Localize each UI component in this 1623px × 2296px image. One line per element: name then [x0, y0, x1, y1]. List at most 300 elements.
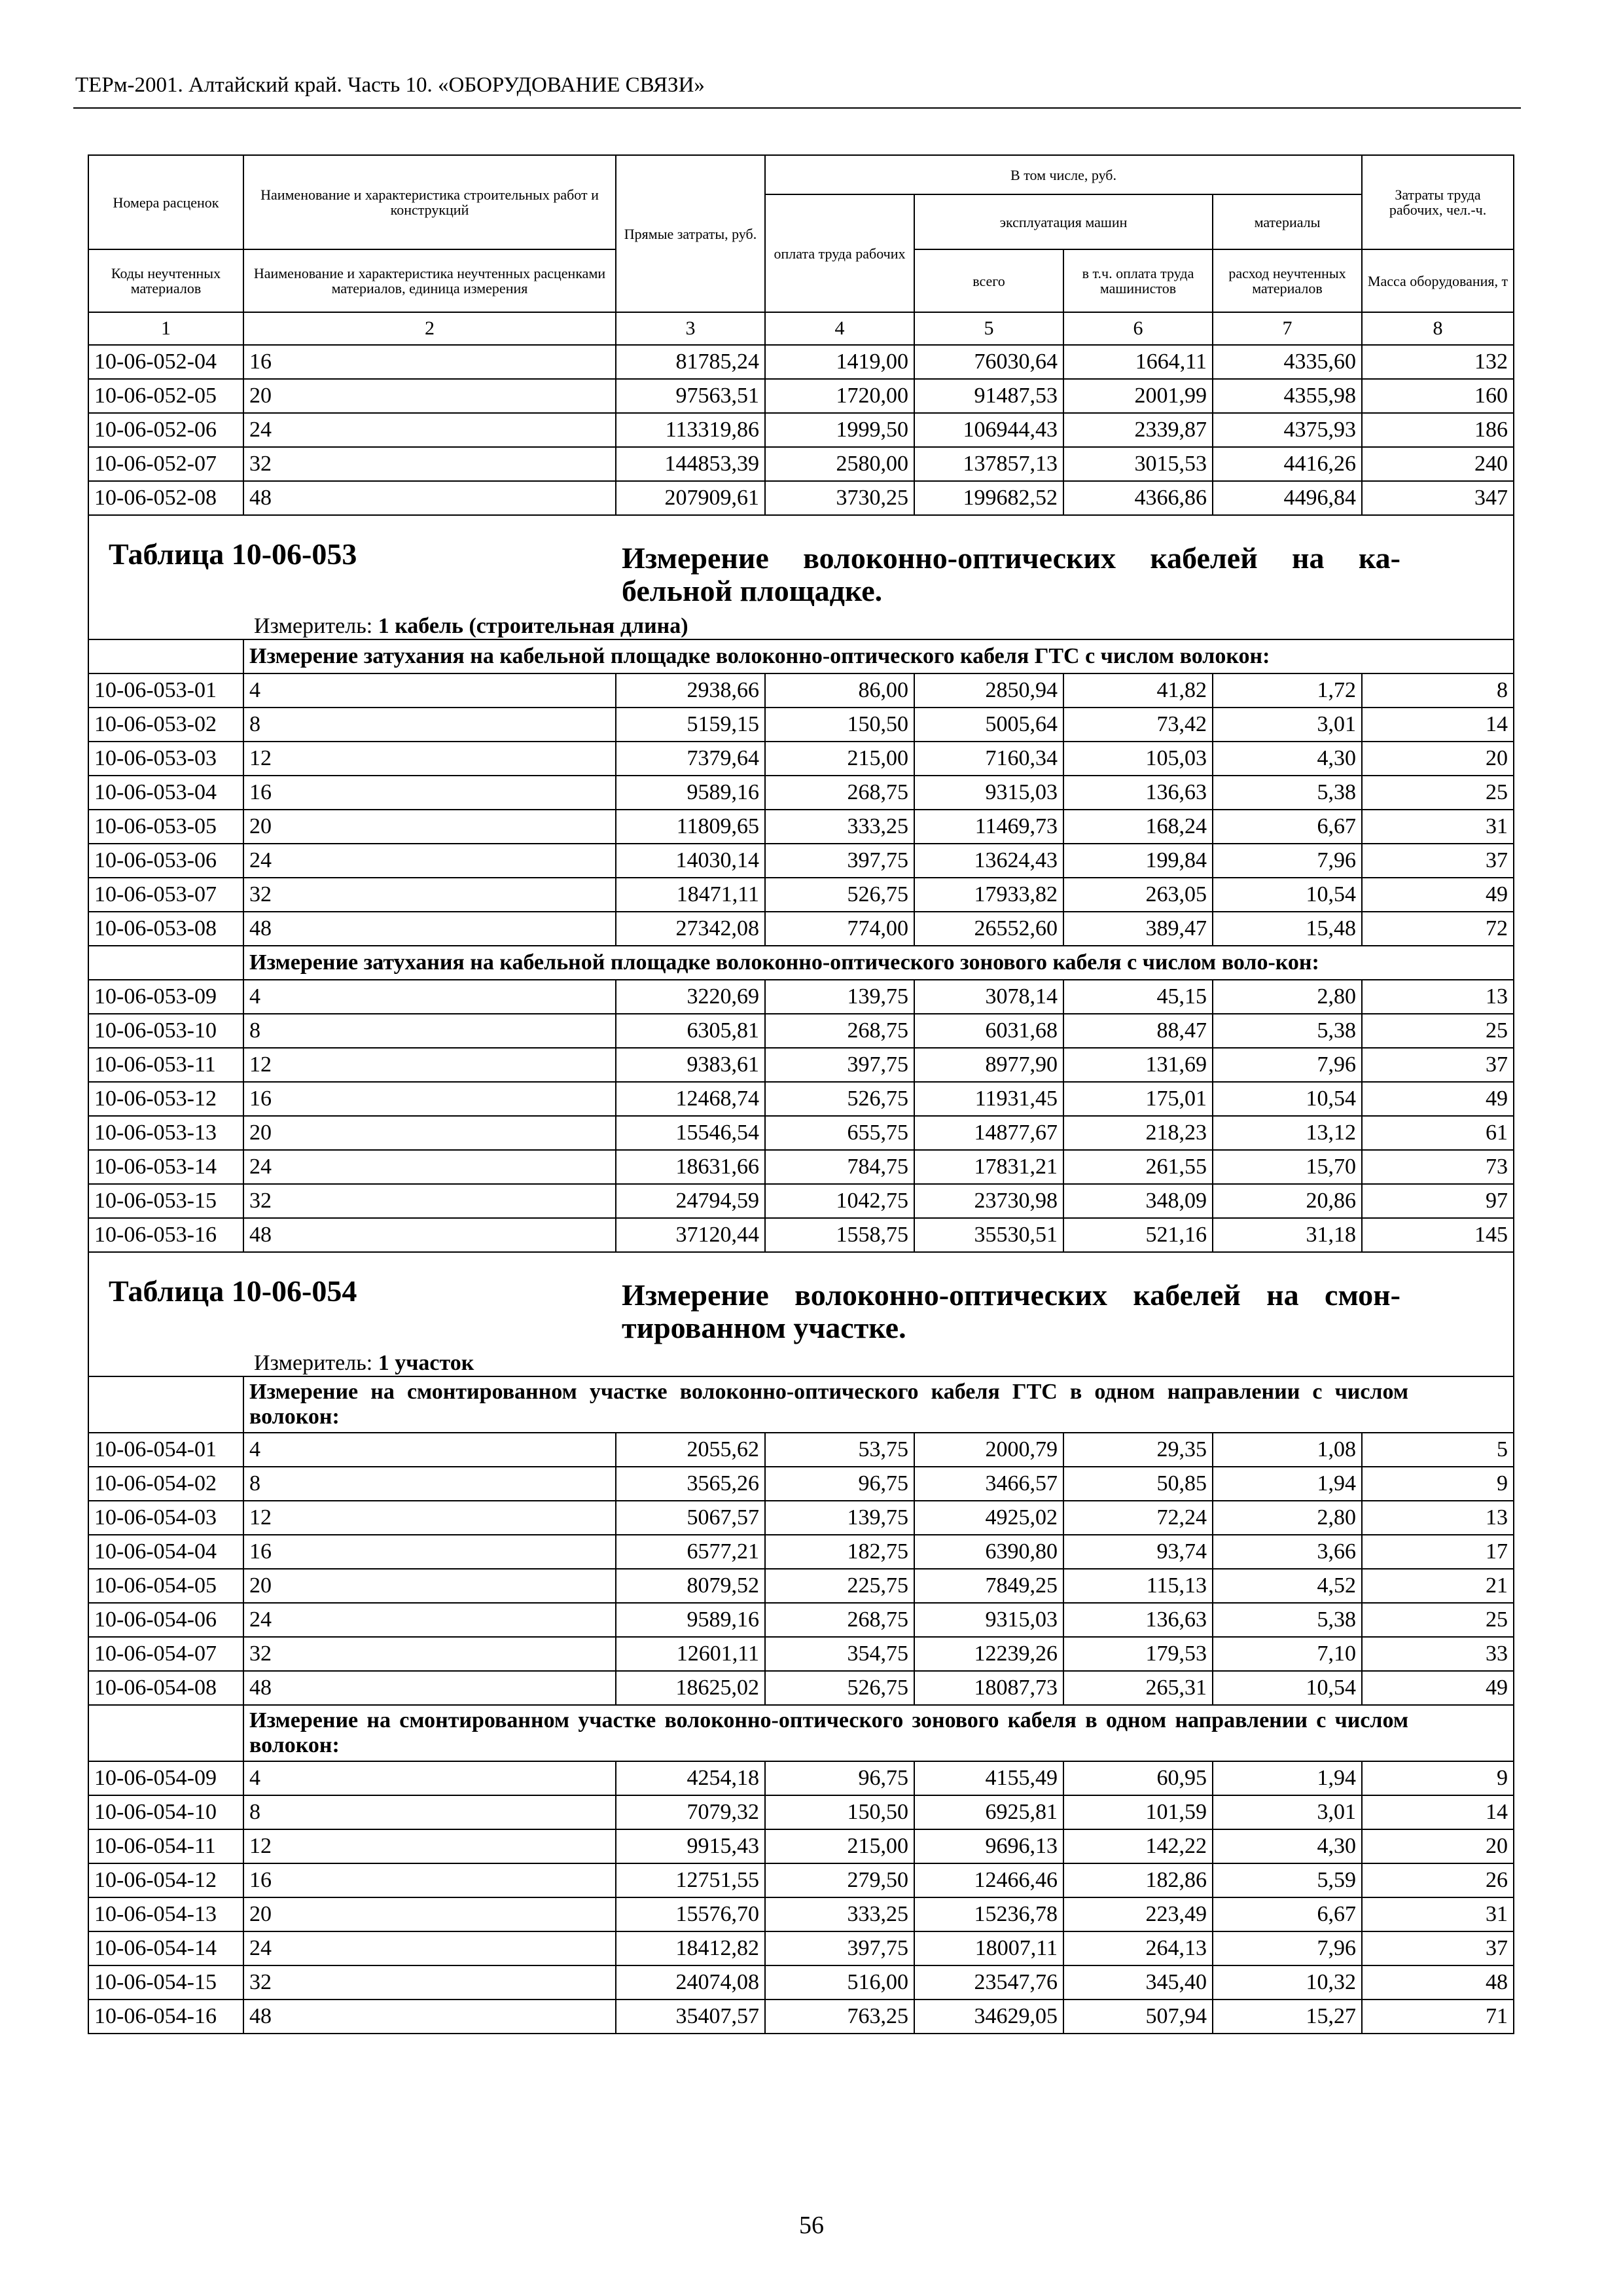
labor-pay-cell: 86,00 [765, 673, 914, 708]
labor-hours-cell: 160 [1362, 379, 1514, 413]
table-054-section-cell [88, 1252, 1514, 1376]
column-number: 2 [243, 312, 616, 345]
direct-cost-cell: 15546,54 [616, 1116, 765, 1150]
subheader-blank [88, 946, 243, 980]
machines-total-cell: 6031,68 [914, 1014, 1063, 1048]
machinist-pay-cell: 179,53 [1063, 1637, 1213, 1671]
direct-cost-cell: 5067,57 [616, 1501, 765, 1535]
direct-cost-cell: 18625,02 [616, 1671, 765, 1705]
materials-cell: 2,80 [1213, 980, 1362, 1014]
subheader-blank [88, 639, 243, 673]
labor-hours-cell: 347 [1362, 481, 1514, 515]
machines-total-cell: 26552,60 [914, 912, 1063, 946]
labor-pay-cell: 333,25 [765, 810, 914, 844]
labor-hours-cell: 37 [1362, 844, 1514, 878]
machinist-pay-cell: 265,31 [1063, 1671, 1213, 1705]
machinist-pay-cell: 2001,99 [1063, 379, 1213, 413]
materials-cell: 13,12 [1213, 1116, 1362, 1150]
header-col2-bottom: Наименование и характеристика неучтенных расценками материалов, единица измерения [243, 249, 616, 312]
labor-hours-cell: 17 [1362, 1535, 1514, 1569]
rate-code-cell: 10-06-054-16 [88, 2000, 243, 2034]
machines-total-cell: 23730,98 [914, 1184, 1063, 1218]
table-row [88, 844, 1514, 878]
machinist-pay-cell: 218,23 [1063, 1116, 1213, 1150]
labor-hours-cell: 31 [1362, 1897, 1514, 1931]
header-labor-bottom: Масса оборудования, т [1362, 249, 1514, 312]
machines-total-cell: 9696,13 [914, 1829, 1063, 1863]
labor-hours-cell: 186 [1362, 413, 1514, 447]
table-054-subheader-2 [88, 1705, 1514, 1761]
table-row [88, 447, 1514, 481]
labor-pay-cell: 53,75 [765, 1433, 914, 1467]
work-description-cell: 20 [243, 810, 616, 844]
table-row [88, 1829, 1514, 1863]
machines-total-cell: 3466,57 [914, 1467, 1063, 1501]
materials-cell: 5,38 [1213, 1014, 1362, 1048]
machinist-pay-cell: 168,24 [1063, 810, 1213, 844]
labor-pay-cell: 784,75 [765, 1150, 914, 1184]
labor-hours-cell: 5 [1362, 1433, 1514, 1467]
labor-hours-cell: 73 [1362, 1150, 1514, 1184]
table-054-section [88, 1252, 1514, 1376]
labor-pay-cell: 526,75 [765, 1082, 914, 1116]
direct-cost-cell: 15576,70 [616, 1897, 765, 1931]
labor-pay-cell: 215,00 [765, 742, 914, 776]
machines-total-cell: 17831,21 [914, 1150, 1063, 1184]
machinist-pay-cell: 115,13 [1063, 1569, 1213, 1603]
direct-cost-cell: 14030,14 [616, 844, 765, 878]
direct-cost-cell: 8079,52 [616, 1569, 765, 1603]
table-row [88, 1467, 1514, 1501]
rate-code-cell: 10-06-053-04 [88, 776, 243, 810]
work-description-cell: 24 [243, 844, 616, 878]
work-description-cell: 48 [243, 1218, 616, 1252]
labor-pay-cell: 354,75 [765, 1637, 914, 1671]
machinist-pay-cell: 101,59 [1063, 1795, 1213, 1829]
machines-total-cell: 11469,73 [914, 810, 1063, 844]
materials-cell: 6,67 [1213, 810, 1362, 844]
work-description-cell: 20 [243, 1569, 616, 1603]
page-header: ТЕРм-2001. Алтайский край. Часть 10. «ОБОРУДОВАНИЕ СВЯЗИ» [75, 73, 705, 97]
materials-cell: 10,54 [1213, 1671, 1362, 1705]
machinist-pay-cell: 45,15 [1063, 980, 1213, 1014]
materials-cell: 4416,26 [1213, 447, 1362, 481]
work-description-cell: 16 [243, 1082, 616, 1116]
rate-code-cell: 10-06-053-11 [88, 1048, 243, 1082]
rate-code-cell: 10-06-054-05 [88, 1569, 243, 1603]
machines-total-cell: 76030,64 [914, 345, 1063, 379]
machinist-pay-cell: 72,24 [1063, 1501, 1213, 1535]
rate-code-cell: 10-06-053-02 [88, 708, 243, 742]
machines-total-cell: 11931,45 [914, 1082, 1063, 1116]
rate-code-cell: 10-06-054-10 [88, 1795, 243, 1829]
table-row [88, 708, 1514, 742]
materials-cell: 15,70 [1213, 1150, 1362, 1184]
subheader-text: Измерение затухания на кабельной площадке волоконно-оптического кабеля ГТС с числом волокон: [243, 639, 1514, 673]
machines-total-cell: 7160,34 [914, 742, 1063, 776]
labor-hours-cell: 26 [1362, 1863, 1514, 1897]
rate-code-cell: 10-06-053-03 [88, 742, 243, 776]
rate-code-cell: 10-06-052-08 [88, 481, 243, 515]
labor-hours-cell: 49 [1362, 1082, 1514, 1116]
machines-total-cell: 35530,51 [914, 1218, 1063, 1252]
table-row [88, 1931, 1514, 1965]
table-row [88, 1150, 1514, 1184]
direct-cost-cell: 3565,26 [616, 1467, 765, 1501]
work-description-cell: 24 [243, 1603, 616, 1637]
table-row [88, 345, 1514, 379]
labor-pay-cell: 225,75 [765, 1569, 914, 1603]
direct-cost-cell: 37120,44 [616, 1218, 765, 1252]
direct-cost-cell: 9589,16 [616, 776, 765, 810]
work-description-cell: 20 [243, 1897, 616, 1931]
direct-cost-cell: 12601,11 [616, 1637, 765, 1671]
materials-cell: 15,27 [1213, 2000, 1362, 2034]
materials-cell: 10,32 [1213, 1965, 1362, 2000]
work-description-cell: 16 [243, 345, 616, 379]
rate-code-cell: 10-06-053-14 [88, 1150, 243, 1184]
materials-cell: 4496,84 [1213, 481, 1362, 515]
table-row [88, 1014, 1514, 1048]
column-number: 8 [1362, 312, 1514, 345]
labor-pay-cell: 655,75 [765, 1116, 914, 1150]
work-description-cell: 8 [243, 1795, 616, 1829]
header-labor-top: Затраты труда рабочих, чел.-ч. [1362, 155, 1514, 249]
labor-pay-cell: 516,00 [765, 1965, 914, 2000]
table-053-section [88, 515, 1514, 639]
direct-cost-cell: 11809,65 [616, 810, 765, 844]
machines-total-cell: 199682,52 [914, 481, 1063, 515]
machines-total-cell: 12466,46 [914, 1863, 1063, 1897]
materials-cell: 4375,93 [1213, 413, 1362, 447]
table-053-subheader-1 [88, 639, 1514, 673]
subheader-text: Измерение затухания на кабельной площадке волоконно-оптического зонового кабеля с числом воло-кон: [243, 946, 1514, 980]
column-number: 3 [616, 312, 765, 345]
materials-cell: 6,67 [1213, 1897, 1362, 1931]
machinist-pay-cell: 389,47 [1063, 912, 1213, 946]
header-materials: материалы [1213, 194, 1362, 249]
direct-cost-cell: 81785,24 [616, 345, 765, 379]
materials-cell: 3,66 [1213, 1535, 1362, 1569]
labor-hours-cell: 8 [1362, 673, 1514, 708]
work-description-cell: 12 [243, 1829, 616, 1863]
work-description-cell: 24 [243, 1150, 616, 1184]
work-description-cell: 16 [243, 1535, 616, 1569]
materials-cell: 1,72 [1213, 673, 1362, 708]
column-numbers-row [88, 312, 1514, 345]
rate-code-cell: 10-06-053-12 [88, 1082, 243, 1116]
machines-total-cell: 13624,43 [914, 844, 1063, 878]
machinist-pay-cell: 199,84 [1063, 844, 1213, 878]
direct-cost-cell: 113319,86 [616, 413, 765, 447]
column-number: 7 [1213, 312, 1362, 345]
machines-total-cell: 3078,14 [914, 980, 1063, 1014]
machines-total-cell: 6925,81 [914, 1795, 1063, 1829]
work-description-cell: 48 [243, 1671, 616, 1705]
rate-code-cell: 10-06-054-15 [88, 1965, 243, 2000]
labor-hours-cell: 31 [1362, 810, 1514, 844]
materials-cell: 3,01 [1213, 1795, 1362, 1829]
materials-cell: 7,10 [1213, 1637, 1362, 1671]
materials-cell: 4,52 [1213, 1569, 1362, 1603]
direct-cost-cell: 97563,51 [616, 379, 765, 413]
header-machines: эксплуатация машин [914, 194, 1213, 249]
labor-pay-cell: 397,75 [765, 1931, 914, 1965]
labor-pay-cell: 2580,00 [765, 447, 914, 481]
labor-hours-cell: 21 [1362, 1569, 1514, 1603]
work-description-cell: 4 [243, 980, 616, 1014]
labor-hours-cell: 132 [1362, 345, 1514, 379]
machines-total-cell: 15236,78 [914, 1897, 1063, 1931]
rate-code-cell: 10-06-053-08 [88, 912, 243, 946]
table-row [88, 413, 1514, 447]
machinist-pay-cell: 105,03 [1063, 742, 1213, 776]
materials-cell: 10,54 [1213, 1082, 1362, 1116]
machines-total-cell: 34629,05 [914, 2000, 1063, 2034]
table-row [88, 1603, 1514, 1637]
rate-code-cell: 10-06-053-09 [88, 980, 243, 1014]
work-description-cell: 12 [243, 1048, 616, 1082]
header-col1-bottom: Коды неучтенных материалов [88, 249, 243, 312]
machines-total-cell: 4155,49 [914, 1761, 1063, 1795]
materials-cell: 1,08 [1213, 1433, 1362, 1467]
table-054-measure [254, 1351, 474, 1376]
labor-hours-cell: 25 [1362, 776, 1514, 810]
materials-cell: 4,30 [1213, 1829, 1362, 1863]
labor-hours-cell: 14 [1362, 1795, 1514, 1829]
header-machines-incl: в т.ч. оплата труда машинистов [1063, 249, 1213, 312]
measure-prefix: Измеритель: [254, 614, 378, 638]
header-labor-pay: оплата труда рабочих [765, 194, 914, 312]
table-row [88, 1569, 1514, 1603]
machines-total-cell: 23547,76 [914, 1965, 1063, 2000]
table-row [88, 1637, 1514, 1671]
subheader-blank [88, 1376, 243, 1433]
work-description-cell: 16 [243, 776, 616, 810]
labor-pay-cell: 279,50 [765, 1863, 914, 1897]
machinist-pay-cell: 29,35 [1063, 1433, 1213, 1467]
rate-code-cell: 10-06-054-11 [88, 1829, 243, 1863]
machinist-pay-cell: 2339,87 [1063, 413, 1213, 447]
table-053-measure [254, 614, 688, 639]
labor-hours-cell: 240 [1362, 447, 1514, 481]
materials-cell: 1,94 [1213, 1467, 1362, 1501]
direct-cost-cell: 4254,18 [616, 1761, 765, 1795]
table-row [88, 379, 1514, 413]
work-description-cell: 8 [243, 1467, 616, 1501]
table-row [88, 1535, 1514, 1569]
table-row [88, 776, 1514, 810]
table-054-title: Измерение волоконно-оптических кабелей на смон-тированном участке. [622, 1278, 1400, 1344]
work-description-cell: 8 [243, 708, 616, 742]
subheader-blank [88, 1705, 243, 1761]
machinist-pay-cell: 1664,11 [1063, 345, 1213, 379]
direct-cost-cell: 9915,43 [616, 1829, 765, 1863]
rate-code-cell: 10-06-053-01 [88, 673, 243, 708]
machines-total-cell: 14877,67 [914, 1116, 1063, 1150]
machines-total-cell: 137857,13 [914, 447, 1063, 481]
direct-cost-cell: 12468,74 [616, 1082, 765, 1116]
labor-pay-cell: 150,50 [765, 708, 914, 742]
machines-total-cell: 6390,80 [914, 1535, 1063, 1569]
table-054-label: Таблица 10-06-054 [109, 1274, 357, 1308]
machines-total-cell: 9315,03 [914, 776, 1063, 810]
table-053-label: Таблица 10-06-053 [109, 537, 357, 571]
table-row [88, 912, 1514, 946]
header-col1-top: Номера расценок [88, 155, 243, 249]
direct-cost-cell: 24074,08 [616, 1965, 765, 2000]
materials-cell: 2,80 [1213, 1501, 1362, 1535]
rate-code-cell: 10-06-053-07 [88, 878, 243, 912]
work-description-cell: 4 [243, 1761, 616, 1795]
rate-code-cell: 10-06-054-12 [88, 1863, 243, 1897]
labor-hours-cell: 25 [1362, 1603, 1514, 1637]
direct-cost-cell: 144853,39 [616, 447, 765, 481]
rate-code-cell: 10-06-053-15 [88, 1184, 243, 1218]
labor-pay-cell: 397,75 [765, 1048, 914, 1082]
table-row [88, 481, 1514, 515]
labor-hours-cell: 37 [1362, 1931, 1514, 1965]
table-row [88, 1761, 1514, 1795]
machines-total-cell: 8977,90 [914, 1048, 1063, 1082]
machinist-pay-cell: 182,86 [1063, 1863, 1213, 1897]
direct-cost-cell: 5159,15 [616, 708, 765, 742]
labor-pay-cell: 182,75 [765, 1535, 914, 1569]
machines-total-cell: 91487,53 [914, 379, 1063, 413]
table-053-subheader-2 [88, 946, 1514, 980]
work-description-cell: 8 [243, 1014, 616, 1048]
table-row [88, 1184, 1514, 1218]
header-materials-sub: расход неучтенных материалов [1213, 249, 1362, 312]
rate-code-cell: 10-06-052-05 [88, 379, 243, 413]
subheader-text: Измерение на смонтированном участке волоконно-оптического кабеля ГТС в одном направлении с числом волокон: [243, 1376, 1514, 1433]
materials-cell: 20,86 [1213, 1184, 1362, 1218]
work-description-cell: 12 [243, 742, 616, 776]
subheader-text: Измерение на смонтированном участке волоконно-оптического зонового кабеля в одном направлении с числом волокон: [243, 1705, 1514, 1761]
direct-cost-cell: 3220,69 [616, 980, 765, 1014]
labor-hours-cell: 25 [1362, 1014, 1514, 1048]
rate-code-cell: 10-06-053-10 [88, 1014, 243, 1048]
materials-cell: 4,30 [1213, 742, 1362, 776]
direct-cost-cell: 7079,32 [616, 1795, 765, 1829]
labor-pay-cell: 268,75 [765, 1014, 914, 1048]
materials-cell: 4335,60 [1213, 345, 1362, 379]
table-row [88, 1671, 1514, 1705]
work-description-cell: 24 [243, 413, 616, 447]
rate-code-cell: 10-06-054-01 [88, 1433, 243, 1467]
materials-cell: 1,94 [1213, 1761, 1362, 1795]
direct-cost-cell: 2938,66 [616, 673, 765, 708]
direct-cost-cell: 27342,08 [616, 912, 765, 946]
table-row [88, 1897, 1514, 1931]
labor-hours-cell: 37 [1362, 1048, 1514, 1082]
rate-code-cell: 10-06-054-06 [88, 1603, 243, 1637]
column-number: 5 [914, 312, 1063, 345]
column-number: 4 [765, 312, 914, 345]
measure-value: 1 кабель (строительная длина) [378, 614, 688, 638]
machinist-pay-cell: 507,94 [1063, 2000, 1213, 2034]
price-table [88, 154, 1514, 2034]
column-number: 6 [1063, 312, 1213, 345]
labor-hours-cell: 13 [1362, 1501, 1514, 1535]
header-rule [73, 107, 1521, 109]
labor-pay-cell: 1999,50 [765, 413, 914, 447]
direct-cost-cell: 2055,62 [616, 1433, 765, 1467]
rate-code-cell: 10-06-054-14 [88, 1931, 243, 1965]
direct-cost-cell: 18471,11 [616, 878, 765, 912]
rate-code-cell: 10-06-054-09 [88, 1761, 243, 1795]
table-row [88, 1048, 1514, 1082]
machinist-pay-cell: 41,82 [1063, 673, 1213, 708]
machines-total-cell: 2850,94 [914, 673, 1063, 708]
machines-total-cell: 12239,26 [914, 1637, 1063, 1671]
table-row [88, 742, 1514, 776]
table-053-title: Измерение волоконно-оптических кабелей на ка-бельной площадке. [622, 541, 1400, 607]
labor-hours-cell: 9 [1362, 1761, 1514, 1795]
direct-cost-cell: 6305,81 [616, 1014, 765, 1048]
labor-hours-cell: 72 [1362, 912, 1514, 946]
header-machines-total: всего [914, 249, 1063, 312]
labor-hours-cell: 97 [1362, 1184, 1514, 1218]
work-description-cell: 32 [243, 1637, 616, 1671]
labor-hours-cell: 20 [1362, 742, 1514, 776]
labor-hours-cell: 33 [1362, 1637, 1514, 1671]
labor-pay-cell: 763,25 [765, 2000, 914, 2034]
labor-pay-cell: 1042,75 [765, 1184, 914, 1218]
header-row-1 [88, 155, 1514, 194]
labor-hours-cell: 145 [1362, 1218, 1514, 1252]
direct-cost-cell: 7379,64 [616, 742, 765, 776]
materials-cell: 5,59 [1213, 1863, 1362, 1897]
column-number: 1 [88, 312, 243, 345]
direct-cost-cell: 18631,66 [616, 1150, 765, 1184]
labor-hours-cell: 61 [1362, 1116, 1514, 1150]
machinist-pay-cell: 131,69 [1063, 1048, 1213, 1082]
machinist-pay-cell: 348,09 [1063, 1184, 1213, 1218]
machinist-pay-cell: 345,40 [1063, 1965, 1213, 2000]
table-row [88, 2000, 1514, 2034]
machinist-pay-cell: 521,16 [1063, 1218, 1213, 1252]
table-row [88, 878, 1514, 912]
machinist-pay-cell: 136,63 [1063, 776, 1213, 810]
labor-hours-cell: 20 [1362, 1829, 1514, 1863]
labor-pay-cell: 1558,75 [765, 1218, 914, 1252]
table-row [88, 673, 1514, 708]
machines-total-cell: 9315,03 [914, 1603, 1063, 1637]
materials-cell: 3,01 [1213, 708, 1362, 742]
labor-pay-cell: 774,00 [765, 912, 914, 946]
labor-pay-cell: 96,75 [765, 1761, 914, 1795]
labor-pay-cell: 3730,25 [765, 481, 914, 515]
materials-cell: 7,96 [1213, 1048, 1362, 1082]
work-description-cell: 32 [243, 447, 616, 481]
work-description-cell: 48 [243, 481, 616, 515]
labor-hours-cell: 9 [1362, 1467, 1514, 1501]
machines-total-cell: 7849,25 [914, 1569, 1063, 1603]
rate-code-cell: 10-06-053-05 [88, 810, 243, 844]
labor-pay-cell: 1419,00 [765, 345, 914, 379]
table-row [88, 1082, 1514, 1116]
machinist-pay-cell: 223,49 [1063, 1897, 1213, 1931]
materials-cell: 31,18 [1213, 1218, 1362, 1252]
labor-pay-cell: 333,25 [765, 1897, 914, 1931]
table-row [88, 1433, 1514, 1467]
materials-cell: 10,54 [1213, 878, 1362, 912]
machinist-pay-cell: 261,55 [1063, 1150, 1213, 1184]
rate-code-cell: 10-06-053-16 [88, 1218, 243, 1252]
materials-cell: 4355,98 [1213, 379, 1362, 413]
rate-code-cell: 10-06-054-02 [88, 1467, 243, 1501]
